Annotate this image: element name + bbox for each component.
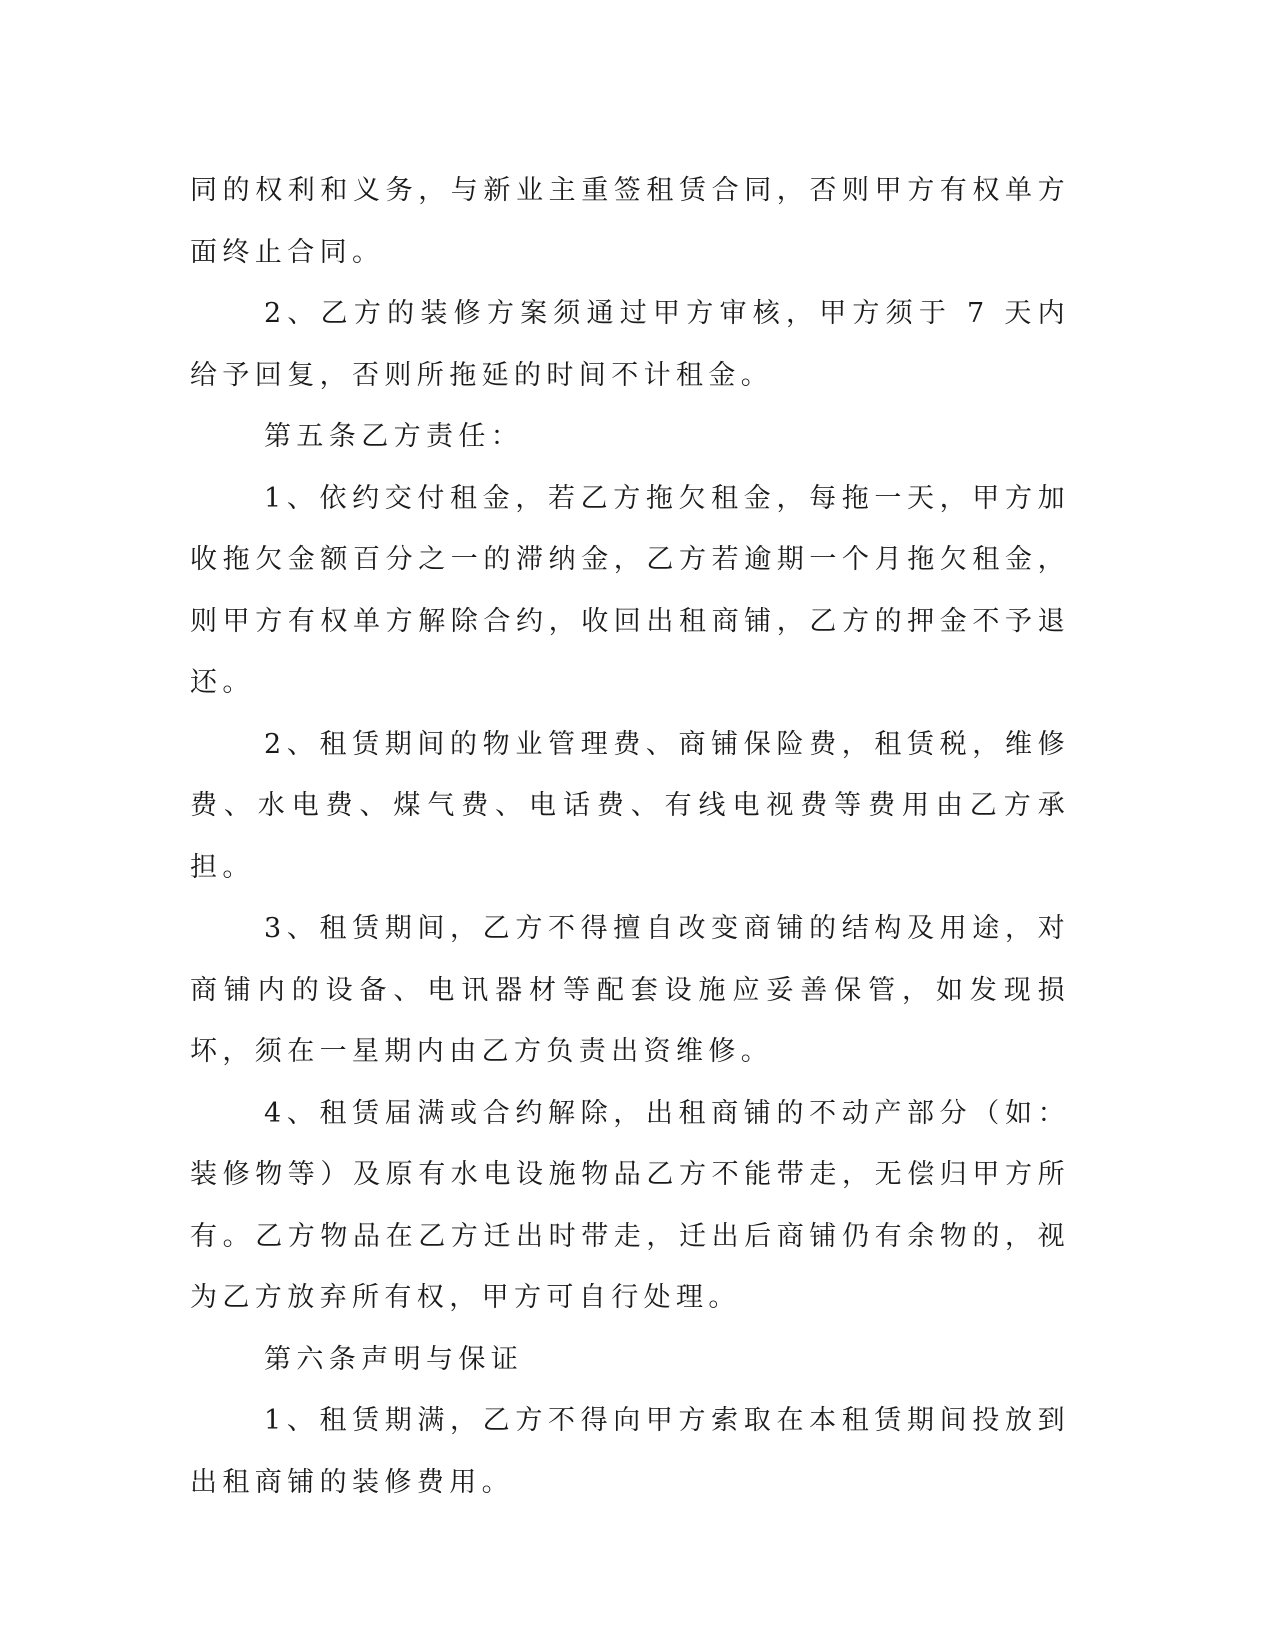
paragraph-renovation-costs: 1、租赁期满，乙方不得向甲方索取在本租赁期间投放到出租商铺的装修费用。: [190, 1405, 1070, 1498]
heading-article-five: 第五条乙方责任：: [264, 421, 524, 452]
heading-article-six: 第六条声明与保证: [264, 1343, 524, 1375]
document-body: [190, 160, 1070, 1513]
paragraph-structure-maintenance: 3、租赁期间，乙方不得擅自改变商铺的结构及用途，对商铺内的设备、电讯器材等配套设施应妥善保管，如发现损坏，须在一星期内由乙方负责出资维修。: [190, 913, 1070, 1067]
paragraph-renovation-approval: 2、乙方的装修方案须通过甲方审核，甲方须于 7 天内给予回复，否则所拖延的时间不计租金。: [190, 298, 1070, 391]
paragraph-contract-termination: 同的权利和义务，与新业主重签租赁合同，否则甲方有权单方面终止合同。: [190, 175, 1070, 268]
paragraph-fees: 2、租赁期间的物业管理费、商铺保险费，租赁税，维修费、水电费、煤气费、电话费、有线电视费等费用由乙方承担。: [190, 728, 1070, 883]
paragraph-lease-expiry-property: 4、租赁届满或合约解除，出租商铺的不动产部分（如：装修物等）及原有水电设施物品乙方不能带走，无偿归甲方所有。乙方物品在乙方迁出时带走，迁出后商铺仍有余物的，视为乙方放弃所有权，甲方可自行处理。: [190, 1097, 1070, 1313]
paragraph-rent-payment: 1、依约交付租金，若乙方拖欠租金，每拖一天，甲方加收拖欠金额百分之一的滞纳金，乙方若逾期一个月拖欠租金，则甲方有权单方解除合约，收回出租商铺，乙方的押金不予退还。: [190, 482, 1070, 698]
